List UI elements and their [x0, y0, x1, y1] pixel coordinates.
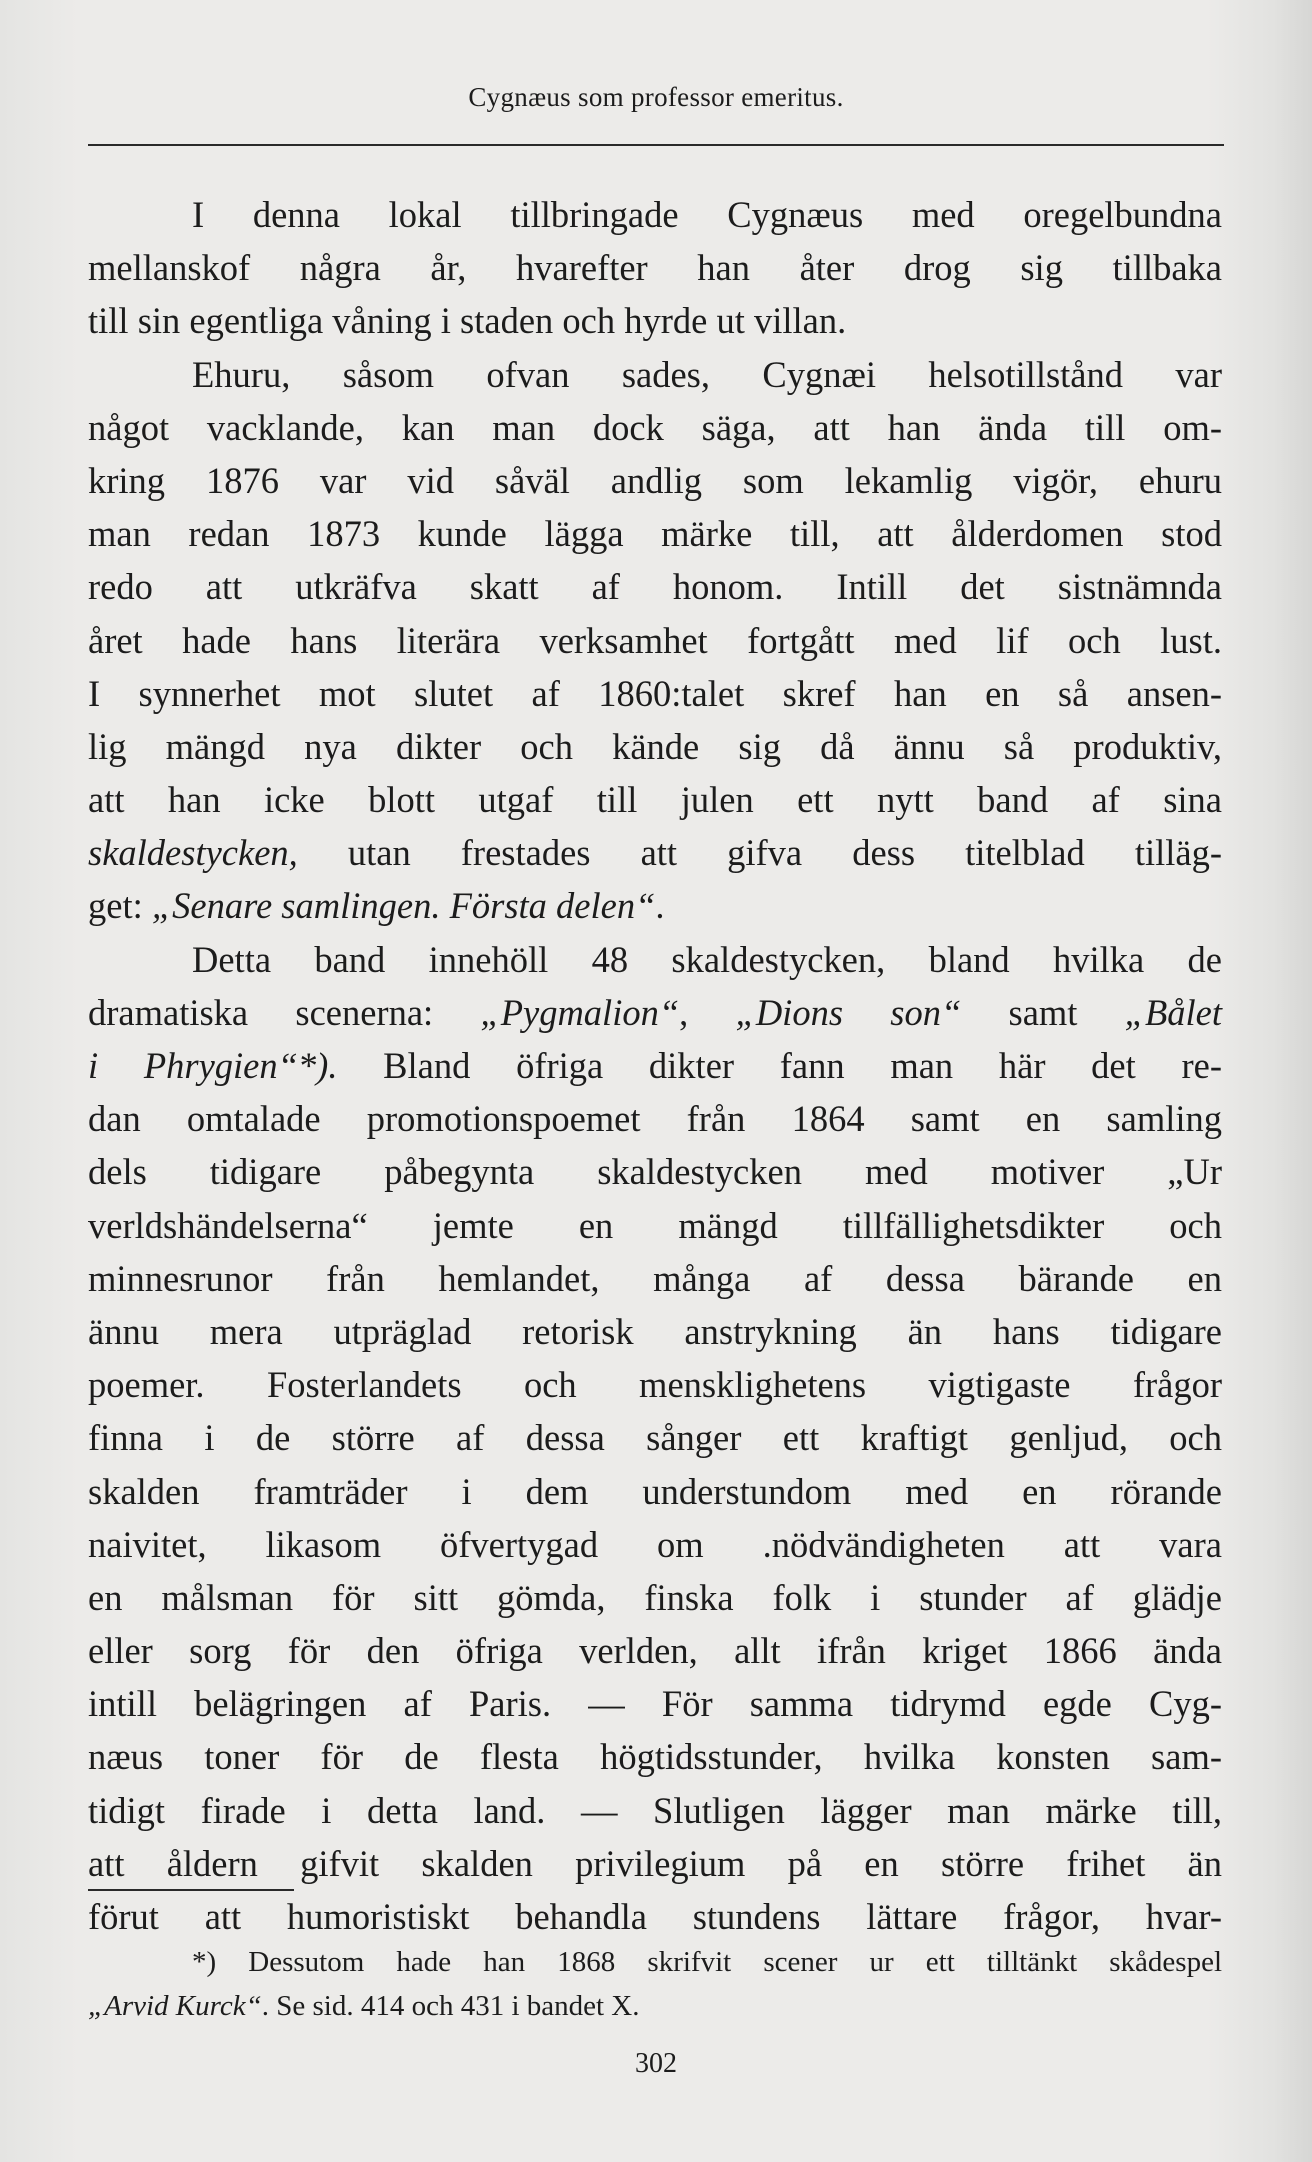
running-header: Cygnæus som professor emeritus. [468, 82, 844, 112]
text-line: förut att humoristiskt behandla stundens lättare frågor, hvar- [88, 1896, 1222, 1937]
footnote-line [88, 1984, 1222, 2028]
text-line: kring 1876 var vid såväl andlig som lekamlig vigör, ehuru [88, 459, 1222, 501]
italic-title: „Senare samlingen. Första delen“ [151, 885, 656, 927]
text-segment: get: [88, 885, 152, 927]
italic-title: „Bålet [1124, 991, 1222, 1033]
footnote-line: *) Dessutom hade han 1868 skrifvit scener ur ett tilltänkt skådespel [192, 1946, 1222, 1978]
text-segment: utan frestades att gifva dess titelblad tilläg- [297, 832, 1222, 874]
italic-title: „Dions son“ [735, 991, 962, 1033]
italic-title: i Phrygien“*). [88, 1045, 338, 1086]
text-line: Detta band innehöll 48 skaldestycken, bland hvilka de [192, 938, 1222, 980]
text-line [88, 879, 1222, 932]
text-line [88, 1039, 1222, 1092]
footnote-rule [88, 1889, 294, 1891]
footnote [88, 1940, 1222, 2028]
italic-title: „Pygmalion“ [480, 991, 680, 1033]
text-line: ännu mera utpräglad retorisk anstrykning än hans tidigare [88, 1310, 1222, 1352]
text-line [88, 986, 1222, 1039]
text-segment: dramatiska scenerna: [88, 991, 481, 1033]
text-line: en målsman för sitt gömda, finska folk i stunder af glädje [88, 1576, 1222, 1618]
text-segment: . [655, 885, 665, 927]
text-line: I denna lokal tillbringade Cygnæus med oregelbundna [192, 194, 1222, 235]
text-segment: Bland öfriga dikter fann man här det re- [337, 1045, 1222, 1086]
text-line: poemer. Fosterlandets och mensklighetens vigtigaste frågor [88, 1364, 1222, 1406]
text-line: tidigt firade i detta land. — Slutligen lägger man märke till, [88, 1789, 1222, 1831]
text-segment: . Se sid. 414 och 431 i bandet X. [261, 1990, 640, 2022]
text-line: något vacklande, kan man dock säga, att han ända till om- [88, 406, 1222, 448]
text-segment: , [679, 991, 736, 1033]
italic-title: skaldestycken, [88, 832, 298, 874]
page-number: 302 [635, 2048, 677, 2079]
text-line: eller sorg för den öfriga verlden, allt ifrån kriget 1866 ända [88, 1630, 1222, 1672]
italic-title: „Arvid Kurck“ [88, 1990, 262, 2022]
text-line: redo att utkräfva skatt af honom. Intill det sistnämnda [88, 566, 1222, 608]
text-line: dan omtalade promotionspoemet från 1864 samt en samling [88, 1098, 1222, 1140]
text-line: man redan 1873 kunde lägga märke till, att ålderdomen stod [88, 513, 1222, 555]
text-line: dels tidigare påbegynta skaldestycken med motiver „Ur [88, 1151, 1222, 1193]
text-line: att han icke blott utgaf till julen ett nytt band af sina [88, 779, 1222, 821]
text-line: finna i de större af dessa sånger ett kraftigt genljud, och [88, 1417, 1222, 1459]
text-line: verldshändelserna“ jemte en mängd tillfällighetsdikter och [88, 1204, 1222, 1246]
text-line: intill belägringen af Paris. — För samma tidrymd egde Cyg- [88, 1683, 1222, 1725]
text-line: Ehuru, såsom ofvan sades, Cygnæi helsotillstånd var [192, 353, 1222, 395]
text-line: næus toner för de flesta högtidsstunder, hvilka konsten sam- [88, 1736, 1222, 1778]
text-line: till sin egentliga våning i staden och hyrde ut villan. [88, 300, 847, 342]
text-line: lig mängd nya dikter och kände sig då ännu så produktiv, [88, 725, 1222, 767]
text-line: I synnerhet mot slutet af 1860:talet skref han en så ansen- [88, 672, 1222, 714]
main-text [88, 188, 1222, 1943]
text-line: att åldern gifvit skalden privilegium på en större frihet än [88, 1842, 1222, 1884]
text-line: minnesrunor från hemlandet, många af dessa bärande en [88, 1257, 1222, 1299]
text-line: naivitet, likasom öfvertygad om .nödvändigheten att vara [88, 1523, 1222, 1565]
header-rule [88, 144, 1224, 146]
text-line: mellanskof några år, hvarefter han åter drog sig tillbaka [88, 247, 1222, 289]
text-segment: samt [961, 991, 1125, 1033]
text-line: skalden framträder i dem understundom med en rörande [88, 1470, 1222, 1512]
text-line: året hade hans literära verksamhet fortgått med lif och lust. [88, 619, 1222, 661]
text-line [88, 826, 1222, 879]
